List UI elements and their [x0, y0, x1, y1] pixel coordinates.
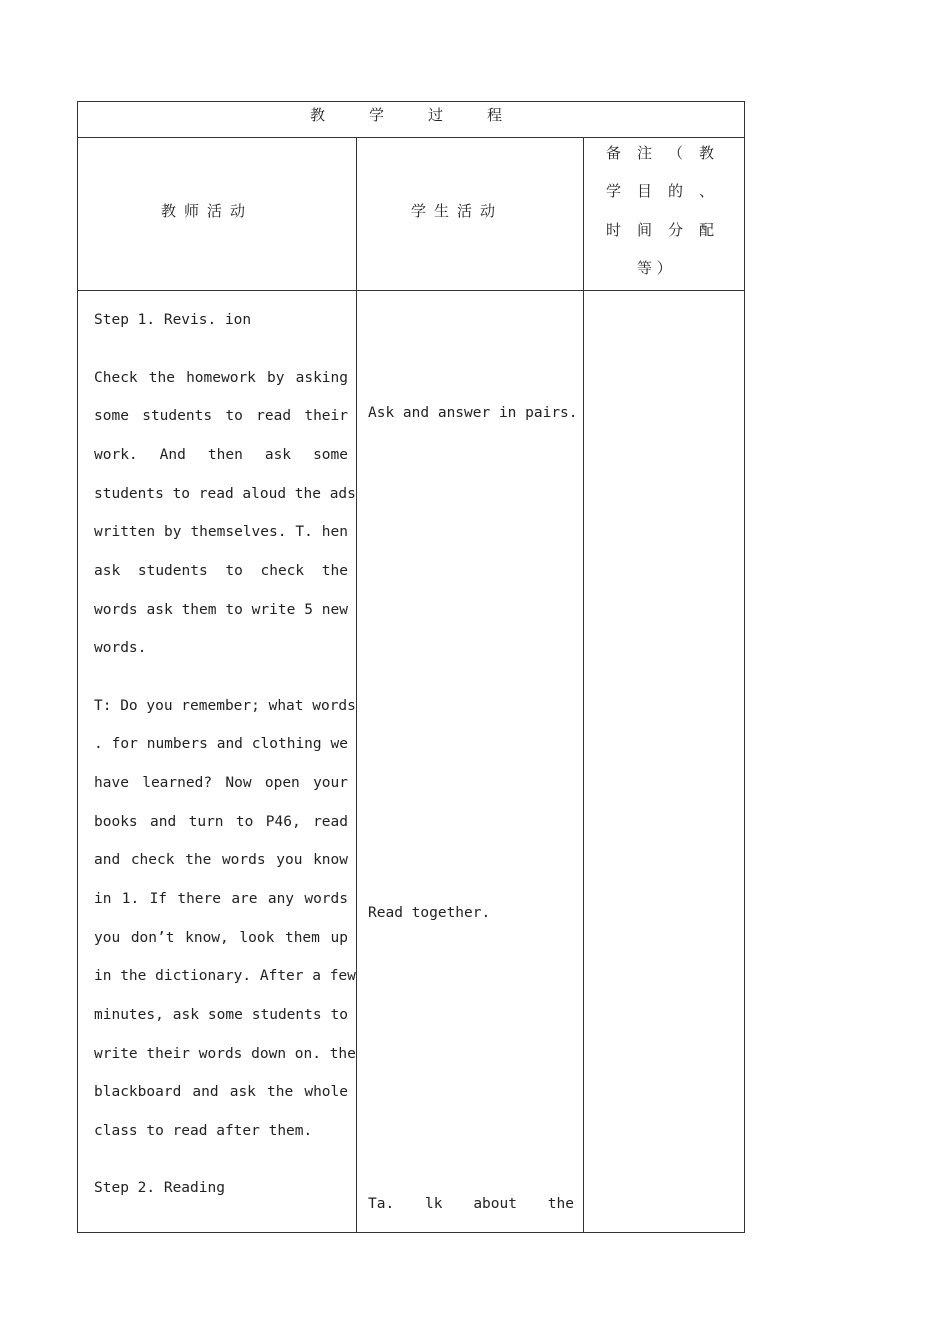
paragraph-line: blackboard and ask the whole — [94, 1084, 348, 1100]
header-notes-line: 时 间 分 配 — [606, 221, 714, 239]
paragraph-line: work. And then ask some — [94, 447, 348, 463]
paragraph-line: in 1. If there are any words — [94, 891, 348, 907]
table-title: 教学过程 — [310, 106, 547, 124]
paragraph-line: students to read aloud the ads — [94, 486, 356, 502]
paragraph-line: ask students to check the — [94, 563, 348, 579]
student-activity-pairs: Ask and answer in pairs. — [368, 405, 578, 421]
paragraph-line: words. — [94, 640, 147, 656]
header-teacher-activities: 教师活动 — [161, 202, 254, 220]
paragraph-line: Check the homework by asking — [94, 370, 348, 386]
header-notes-line: 等 ） — [637, 259, 672, 277]
header-student-activities: 学生活动 — [411, 202, 504, 220]
step1-title: Step 1. Revis. ion — [94, 312, 252, 328]
paragraph-line: . for numbers and clothing we — [94, 736, 348, 752]
header-notes-line: 学 目 的 、 — [606, 182, 714, 200]
student-activity-read: Read together. — [368, 905, 491, 921]
step2-title: Step 2. Reading — [94, 1180, 225, 1196]
paragraph-line: in the dictionary. After a few — [94, 968, 356, 984]
student-activity-talk: Ta. lk about the — [368, 1196, 574, 1212]
paragraph-line: some students to read their — [94, 408, 348, 424]
header-notes-line: 备 注 （ 教 — [606, 144, 714, 162]
paragraph-line: T: Do you remember; what words — [94, 698, 356, 714]
column-divider-1 — [356, 137, 357, 1233]
paragraph-line: class to read after them. — [94, 1123, 313, 1139]
paragraph-line: you don’t know, look them up — [94, 930, 348, 946]
paragraph-line: words ask them to write 5 new — [94, 602, 348, 618]
paragraph-line: and check the words you know — [94, 852, 348, 868]
paragraph-line: have learned? Now open your — [94, 775, 348, 791]
paragraph-line: minutes, ask some students to — [94, 1007, 348, 1023]
paragraph-line: written by themselves. T. hen — [94, 524, 348, 540]
notes-cell — [584, 291, 744, 1232]
paragraph-line: write their words down on. the — [94, 1046, 356, 1062]
paragraph-line: books and turn to P46, read — [94, 814, 348, 830]
title-row-divider — [77, 137, 745, 138]
